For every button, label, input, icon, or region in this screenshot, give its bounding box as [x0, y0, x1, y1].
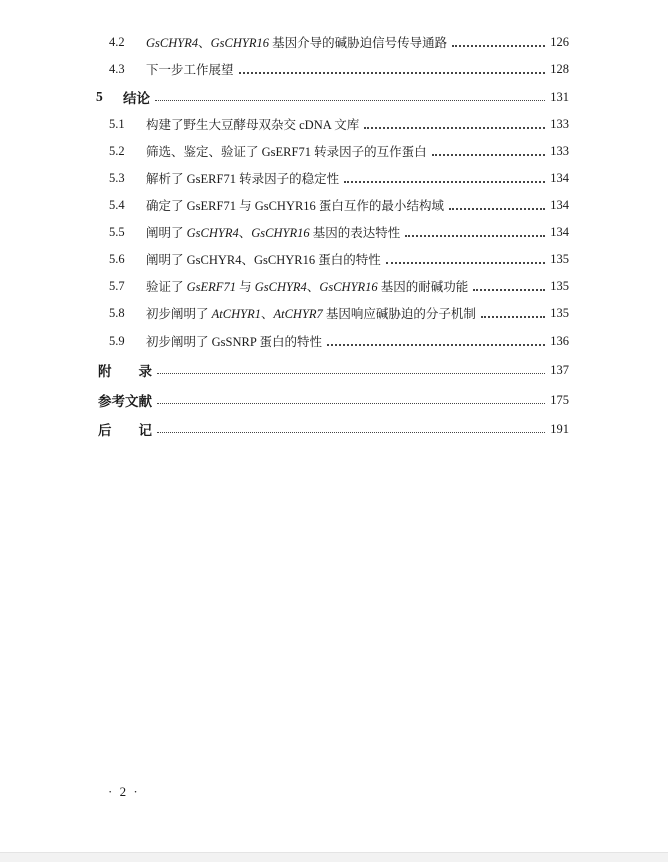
toc-dot-leader [473, 288, 545, 291]
toc-entry-title: 阐明了 GsCHYR4、GsCHYR16 基因的表达特性 [146, 226, 401, 240]
toc-entry-page: 126 [550, 34, 569, 49]
toc-dot-leader [432, 153, 546, 156]
toc-entry-title: 解析了 GsERF71 转录因子的稳定性 [146, 172, 340, 186]
toc-entry-page: 137 [550, 362, 569, 377]
toc-entry-page: 134 [550, 170, 569, 185]
toc-entry-title: 初步阐明了 GsSNRP 蛋白的特性 [146, 335, 322, 349]
toc-chapter-title: 后 记 [98, 423, 152, 438]
toc-entry-page: 175 [550, 392, 569, 407]
toc-postscript[interactable] [0, 418, 668, 440]
toc-entry-number: 5.8 [109, 305, 125, 320]
toc-dot-leader [157, 402, 545, 404]
toc-entry-title: 筛选、鉴定、验证了 GsERF71 转录因子的互作蛋白 [146, 145, 427, 159]
toc-entry-page: 135 [550, 251, 569, 266]
toc-chapter-title: 结论 [123, 91, 150, 106]
toc-dot-leader [481, 315, 545, 318]
toc-entry-page: 131 [550, 89, 569, 104]
toc-entry-number: 5.3 [109, 170, 125, 185]
toc-chapter-5[interactable] [0, 86, 668, 108]
toc-entry-page: 134 [550, 197, 569, 212]
toc-chapter-number: 5 [96, 89, 103, 104]
toc-dot-leader [452, 44, 545, 47]
toc-chapter-title: 参考文献 [98, 394, 152, 409]
toc-entry-number: 4.3 [109, 61, 125, 76]
toc-dot-leader [157, 431, 545, 433]
toc-entry-5-5[interactable] [0, 221, 668, 243]
toc-dot-leader [344, 180, 545, 183]
toc-dot-leader [386, 261, 546, 264]
toc-dot-leader [449, 207, 545, 210]
toc-entry-number: 5.4 [109, 197, 125, 212]
toc-references[interactable] [0, 389, 668, 411]
toc-entry-5-4[interactable] [0, 194, 668, 216]
toc-entry-page: 135 [550, 278, 569, 293]
toc-entry-5-8[interactable] [0, 302, 668, 324]
toc-entry-title: 下一步工作展望 [146, 63, 234, 77]
toc-dot-leader [405, 234, 545, 237]
toc-entry-number: 5.5 [109, 224, 125, 239]
toc-dot-leader [364, 126, 545, 129]
toc-entry-number: 5.6 [109, 251, 125, 266]
toc-dot-leader [239, 71, 546, 74]
toc-dot-leader [327, 343, 545, 346]
toc-entry-page: 135 [550, 305, 569, 320]
toc-entry-4-2[interactable] [0, 31, 668, 53]
toc-entry-title: GsCHYR4、GsCHYR16 基因介导的碱胁迫信号传导通路 [146, 36, 448, 50]
toc-entry-5-6[interactable] [0, 248, 668, 270]
toc-entry-title: 初步阐明了 AtCHYR1、AtCHYR7 基因响应碱胁迫的分子机制 [146, 307, 476, 321]
toc-entry-number: 5.1 [109, 116, 125, 131]
toc-entry-5-1[interactable] [0, 113, 668, 135]
toc-chapter-title: 附 录 [98, 364, 152, 379]
page-number-footer: · 2 · [108, 784, 140, 799]
toc-entry-page: 134 [550, 224, 569, 239]
toc-dot-leader [157, 372, 545, 374]
toc-entry-title: 构建了野生大豆酵母双杂交 cDNA 文库 [146, 118, 360, 132]
toc-entry-title: 确定了 GsERF71 与 GsCHYR16 蛋白互作的最小结构域 [146, 199, 444, 213]
toc-entry-number: 5.2 [109, 143, 125, 158]
toc-entry-5-2[interactable] [0, 140, 668, 162]
toc-appendix[interactable] [0, 359, 668, 381]
toc-entry-title: 验证了 GsERF71 与 GsCHYR4、GsCHYR16 基因的耐碱功能 [146, 280, 469, 294]
toc-entry-page: 128 [550, 61, 569, 76]
toc-entry-number: 5.9 [109, 333, 125, 348]
toc-entry-5-3[interactable] [0, 167, 668, 189]
toc-entry-5-7[interactable] [0, 275, 668, 297]
toc-entry-page: 133 [550, 143, 569, 158]
toc-entry-5-9[interactable] [0, 330, 668, 352]
toc-entry-page: 133 [550, 116, 569, 131]
toc-dot-leader [155, 99, 545, 101]
toc-entry-page: 191 [550, 421, 569, 436]
toc-entry-page: 136 [550, 333, 569, 348]
toc-entry-4-3[interactable] [0, 58, 668, 80]
toc-entry-number: 4.2 [109, 34, 125, 49]
toc-entry-number: 5.7 [109, 278, 125, 293]
toc-entry-title: 阐明了 GsCHYR4、GsCHYR16 蛋白的特性 [146, 253, 381, 267]
